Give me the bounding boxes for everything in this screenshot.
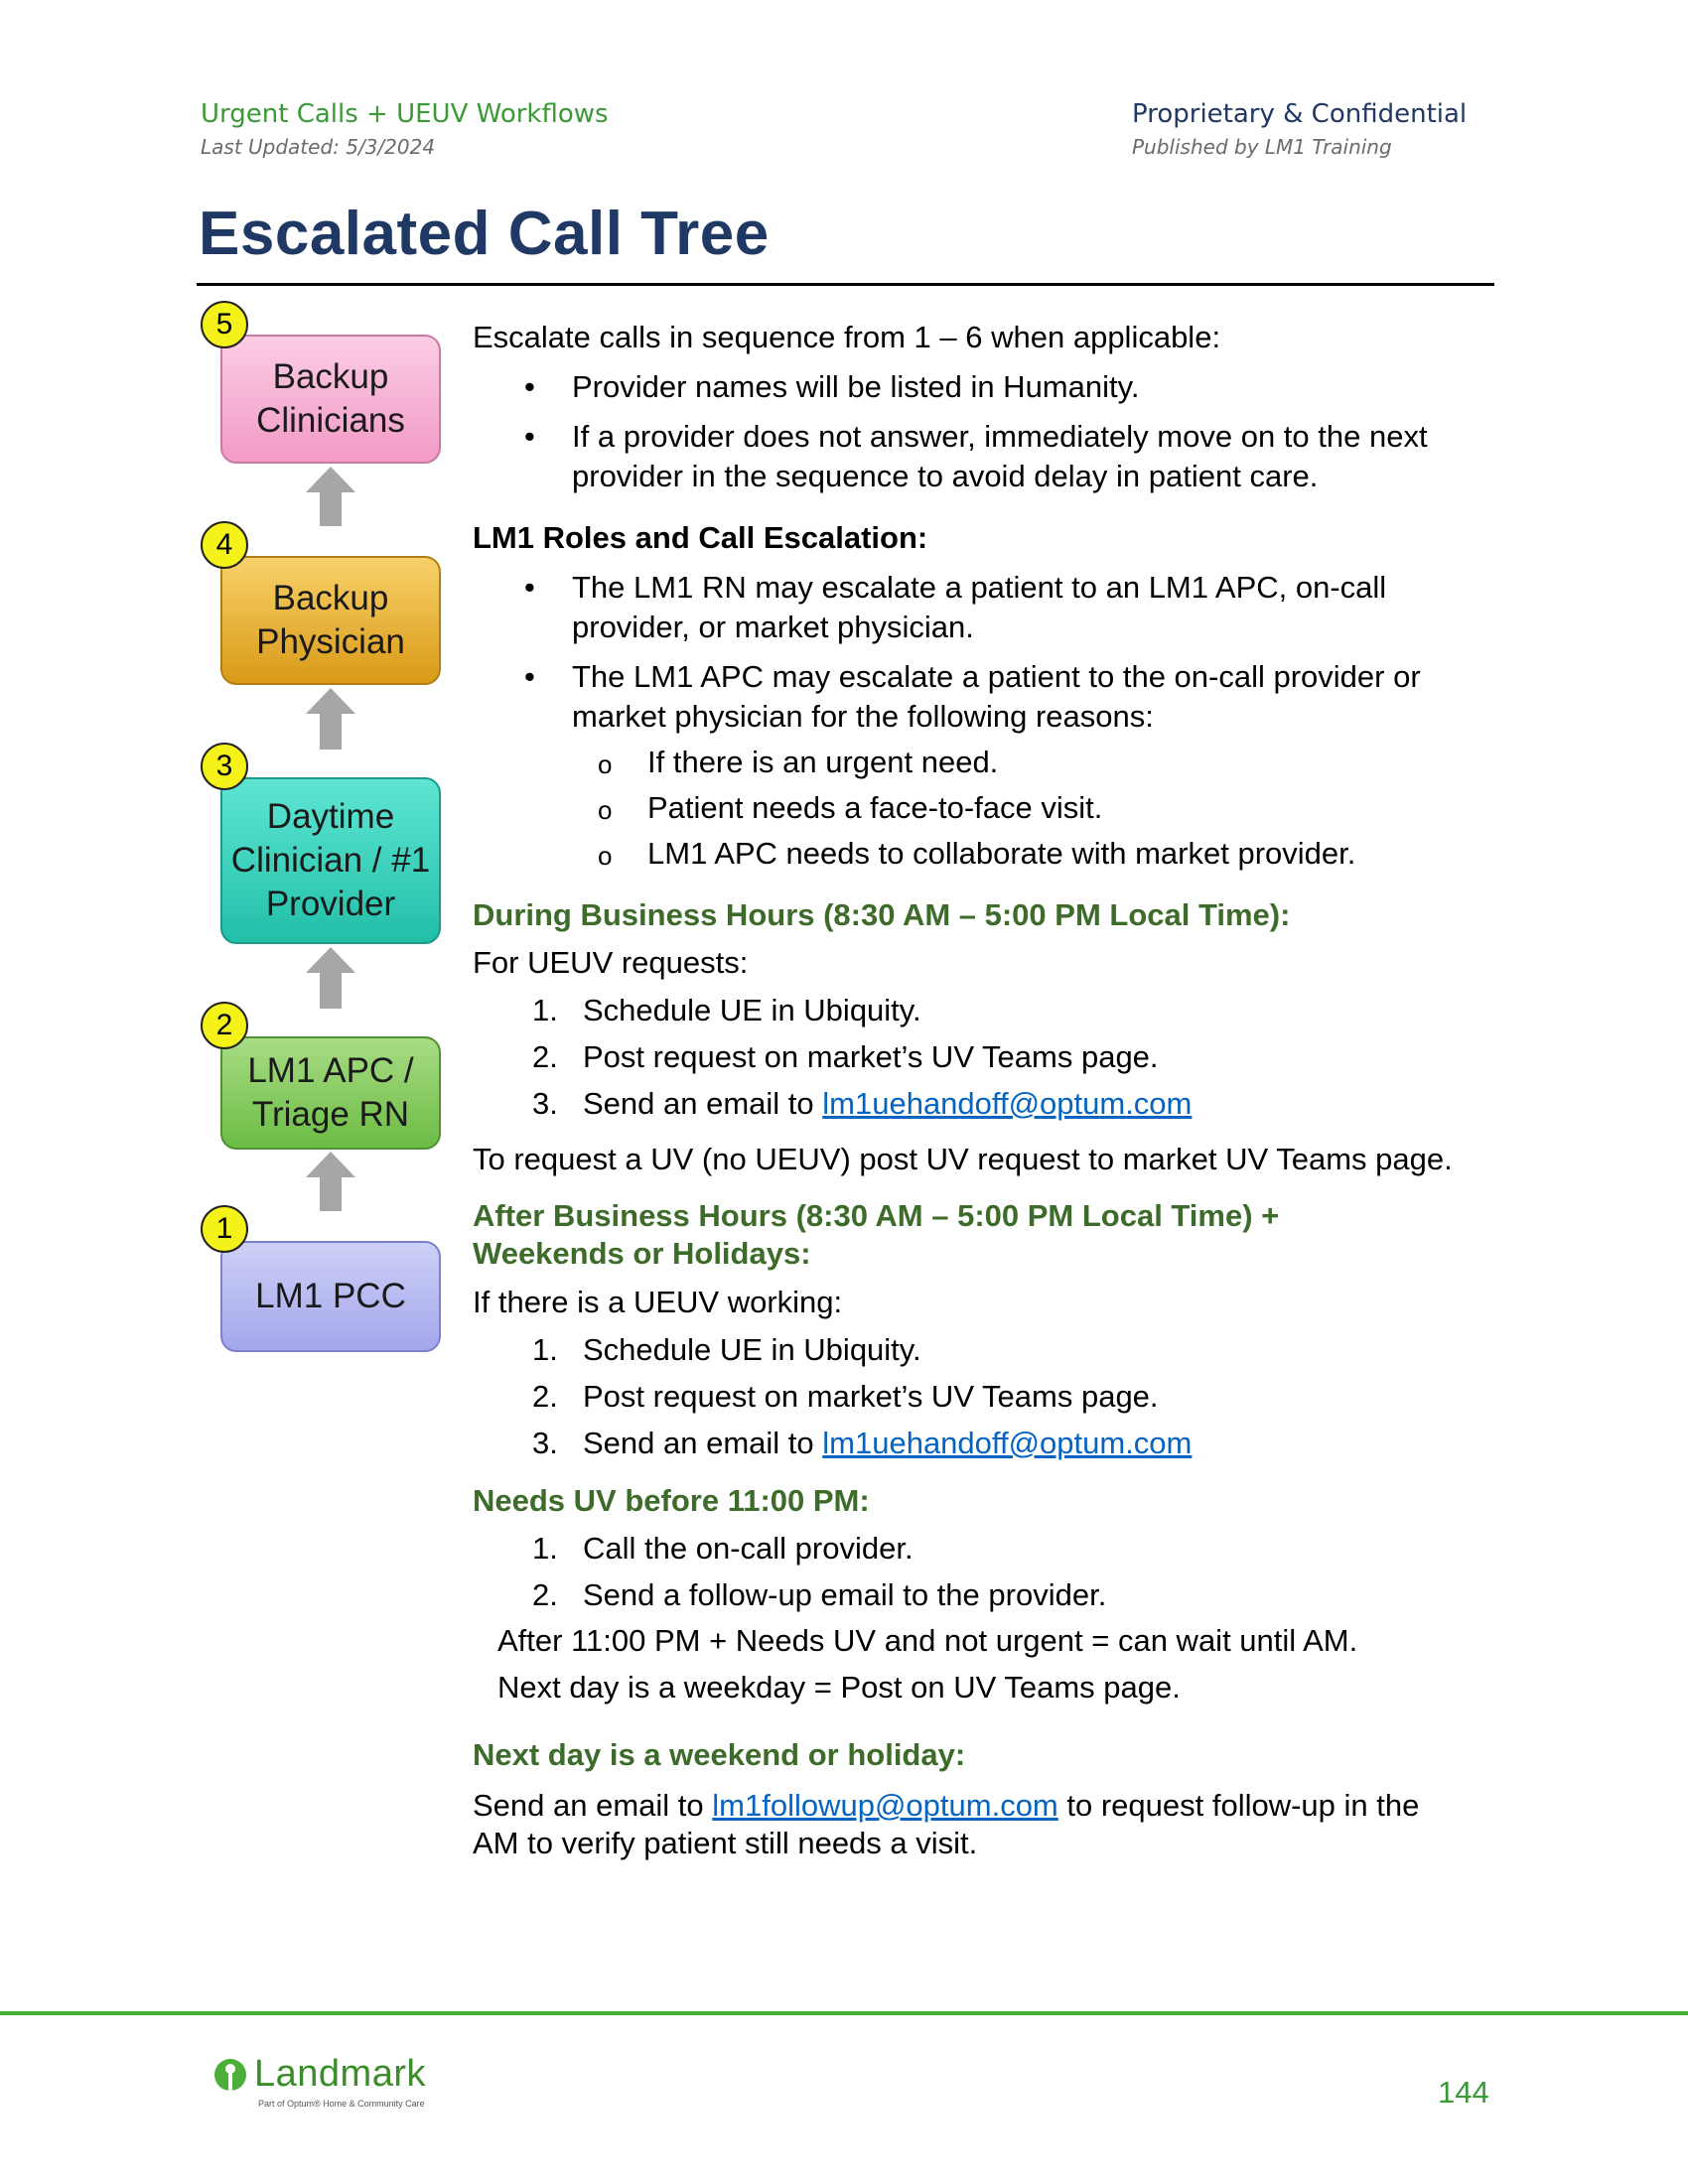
weekend-heading: Next day is a weekend or holiday: (473, 1737, 966, 1772)
arrow-up-icon (306, 688, 355, 750)
list-item: 2. Post request on market’s UV Teams page. (532, 1379, 1159, 1414)
list-item: • The LM1 RN may escalate a patient to an LM1 APC, on-call provider, or market physician. (524, 570, 1387, 644)
node-label: Physician (256, 622, 405, 661)
tree-badge-4: 4 (201, 521, 248, 569)
title-divider (197, 283, 1494, 286)
list-item: 1. Schedule UE in Ubiquity. (532, 993, 921, 1027)
publisher: Published by LM1 Training (1132, 135, 1392, 159)
last-updated: Last Updated: 5/3/2024 (201, 135, 436, 159)
list-item: • Provider names will be listed in Humanity. (524, 369, 1140, 404)
business-hours-heading: During Business Hours (8:30 AM – 5:00 PM Local Time): (473, 897, 1291, 932)
node-label: Clinician / #1 (230, 841, 431, 880)
tree-badge-2: 2 (201, 1002, 248, 1049)
main-content (473, 318, 1505, 1862)
uv-note-weekday: Next day is a weekday = Post on UV Teams page. (497, 1670, 1181, 1705)
node-label: Clinicians (256, 401, 405, 440)
list-item: 3. Send an email to lm1uehandoff@optum.com (532, 1086, 1193, 1121)
roles-heading: LM1 Roles and Call Escalation: (473, 520, 928, 555)
arrow-up-icon (306, 467, 355, 526)
tree-logo-icon (211, 2057, 250, 2097)
after-hours-heading: After Business Hours (8:30 AM – 5:00 PM Local Time) + Weekends or Holidays: (473, 1198, 1280, 1271)
tree-badge-1: 1 (201, 1205, 248, 1253)
node-label: LM1 PCC (255, 1277, 406, 1315)
logo-subtext: Part of Optum® Home & Community Care (258, 2099, 425, 2109)
uv-before-11-heading: Needs UV before 11:00 PM: (473, 1483, 870, 1518)
node-label: LM1 APC / (247, 1051, 414, 1090)
list-item: o If there is an urgent need. (598, 745, 999, 779)
tree-node-lm1-pcc (220, 1241, 441, 1352)
tree-badge-5: 5 (201, 301, 248, 348)
arrow-up-icon (306, 947, 355, 1009)
email-link-uehandoff[interactable]: lm1uehandoff@optum.com (822, 1426, 1193, 1460)
email-link-uehandoff[interactable]: lm1uehandoff@optum.com (822, 1086, 1193, 1121)
list-item: 1. Schedule UE in Ubiquity. (532, 1332, 921, 1367)
arrow-up-icon (306, 1152, 355, 1211)
list-item: o LM1 APC needs to collaborate with market provider. (598, 836, 1356, 871)
uv-note-after-11: After 11:00 PM + Needs UV and not urgent = can wait until AM. (497, 1623, 1358, 1658)
confidential-label: Proprietary & Confidential (1132, 99, 1468, 129)
footer-divider (0, 2011, 1688, 2015)
list-item: 1. Call the on-call provider. (532, 1531, 914, 1566)
tree-node-backup-physician (220, 556, 441, 685)
logo-text: Landmark (254, 2053, 426, 2095)
document-title: Urgent Calls + UEUV Workflows (201, 99, 609, 129)
call-tree-diagram (199, 298, 457, 1370)
page-number: 144 (1438, 2075, 1489, 2110)
tree-node-lm1-apc (220, 1036, 441, 1150)
after-intro: If there is a UEUV working: (473, 1285, 843, 1319)
node-label: Daytime (266, 797, 395, 836)
business-note: To request a UV (no UEUV) post UV request to market UV Teams page. (473, 1142, 1453, 1176)
list-item: o Patient needs a face-to-face visit. (598, 790, 1103, 825)
list-item: 3. Send an email to lm1uehandoff@optum.com (532, 1426, 1193, 1460)
header-right (1132, 99, 1467, 159)
list-item: 2. Post request on market’s UV Teams page. (532, 1039, 1159, 1074)
tree-node-backup-clinicians (220, 335, 441, 464)
tree-node-daytime-clinician (220, 777, 441, 944)
list-item: • The LM1 APC may escalate a patient to the on-call provider or market physician for the following reasons: (524, 659, 1421, 734)
weekend-text: Send an email to lm1followup@optum.com to request follow-up in the AM to verify patient still needs a visit. (473, 1788, 1420, 1860)
page-title: Escalated Call Tree (199, 200, 770, 268)
business-intro: For UEUV requests: (473, 945, 749, 980)
node-label: Triage RN (251, 1095, 410, 1134)
email-link-followup[interactable]: lm1followup@optum.com (712, 1788, 1058, 1823)
list-item: • If a provider does not answer, immediately move on to the next provider in the sequence to avoid delay in patient care. (524, 419, 1428, 493)
node-label: Backup (272, 357, 389, 396)
node-label: Backup (272, 579, 389, 617)
intro-text: Escalate calls in sequence from 1 – 6 when applicable: (473, 320, 1221, 354)
header-left (201, 99, 609, 159)
node-label: Provider (265, 885, 396, 923)
list-item: 2. Send a follow-up email to the provider. (532, 1577, 1107, 1612)
tree-badge-3: 3 (201, 743, 248, 790)
